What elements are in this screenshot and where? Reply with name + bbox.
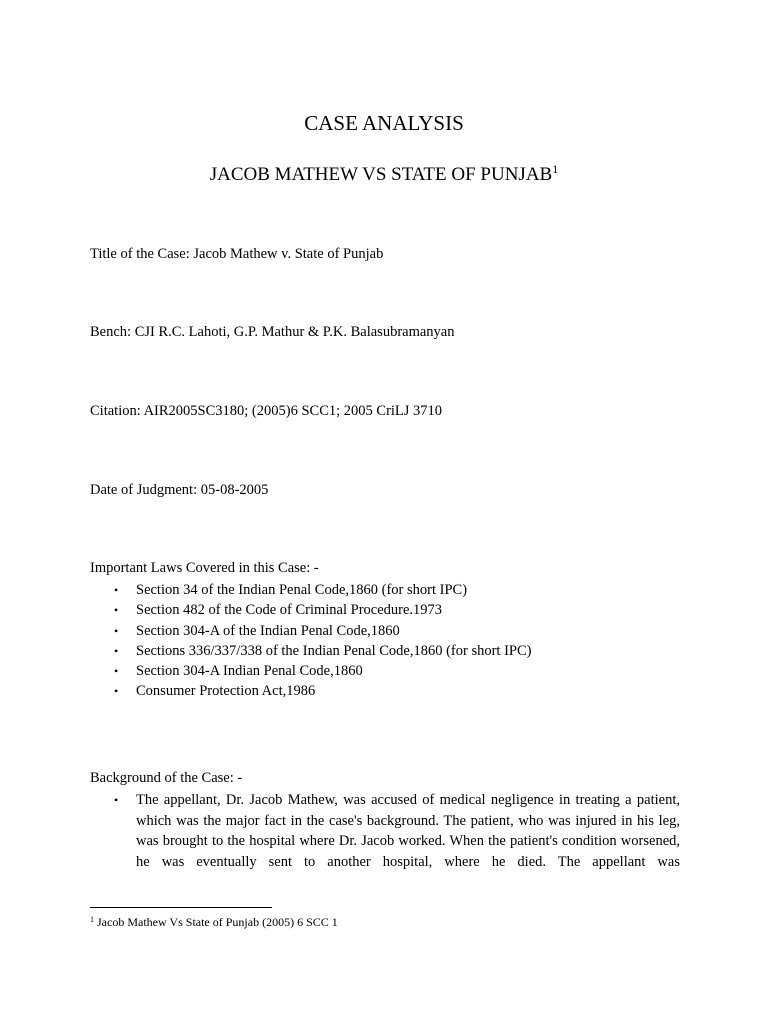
- footnote-number: 1: [90, 915, 94, 924]
- law-item-text: Section 304-A Indian Penal Code,1860: [136, 663, 363, 680]
- laws-heading: Important Laws Covered in this Case: -: [90, 560, 319, 576]
- list-item: [90, 790, 680, 872]
- list-item: [90, 621, 531, 641]
- bullet-icon: •: [114, 583, 119, 597]
- list-item: [90, 641, 531, 661]
- law-item-text: Section 34 of the Indian Penal Code,1860 (for short IPC): [136, 582, 468, 598]
- bullet-icon: •: [114, 623, 119, 638]
- footnote-reference[interactable]: 1: [552, 162, 559, 176]
- law-item-text: Consumer Protection Act,1986: [136, 683, 316, 700]
- list-item: [90, 661, 531, 681]
- footnote-separator: [90, 907, 272, 908]
- background-paragraph: The appellant, Dr. Jacob Mathew, was accused of medical negligence in treating a patient, which was the major fact in the case's background. The patient, who was injured in his leg, was brought to the hospital where Dr. Jacob worked. When the patient's condition worsened, he was eventually sent to another hospital, where he died. The appellant was: [136, 792, 680, 870]
- background-list: [90, 790, 680, 872]
- document-title: CASE ANALYSIS: [304, 111, 464, 135]
- case-subtitle: [0, 164, 768, 186]
- law-item-text: Sections 336/337/338 of the Indian Penal Code,1860 (for short IPC): [136, 642, 532, 659]
- list-item: [90, 580, 531, 600]
- bullet-icon: •: [114, 684, 119, 699]
- bullet-icon: •: [114, 643, 119, 658]
- law-item-text: Section 304-A of the Indian Penal Code,1860: [136, 622, 400, 639]
- footnote: [90, 914, 338, 930]
- law-item-text: Section 482 of the Code of Criminal Procedure.1973: [136, 602, 443, 619]
- background-heading: Background of the Case: -: [90, 770, 243, 786]
- laws-list: [90, 580, 531, 702]
- bullet-icon: •: [114, 603, 119, 618]
- footnote-text: Jacob Mathew Vs State of Punjab (2005) 6 SCC 1: [94, 915, 338, 929]
- case-subtitle-text: JACOB MATHEW VS STATE OF PUNJAB: [209, 164, 553, 185]
- bench-field: Bench: CJI R.C. Lahoti, G.P. Mathur & P.K. Balasubramanyan: [90, 324, 455, 340]
- bullet-icon: •: [114, 664, 119, 679]
- citation-field: Citation: AIR2005SC3180; (2005)6 SCC1; 2005 CriLJ 3710: [90, 403, 443, 419]
- bullet-icon: •: [114, 793, 119, 807]
- judgment-date-field: Date of Judgment: 05-08-2005: [90, 482, 269, 498]
- case-title-field: Title of the Case: Jacob Mathew v. State of Punjab: [90, 246, 384, 262]
- list-item: [90, 600, 531, 620]
- list-item: [90, 681, 531, 701]
